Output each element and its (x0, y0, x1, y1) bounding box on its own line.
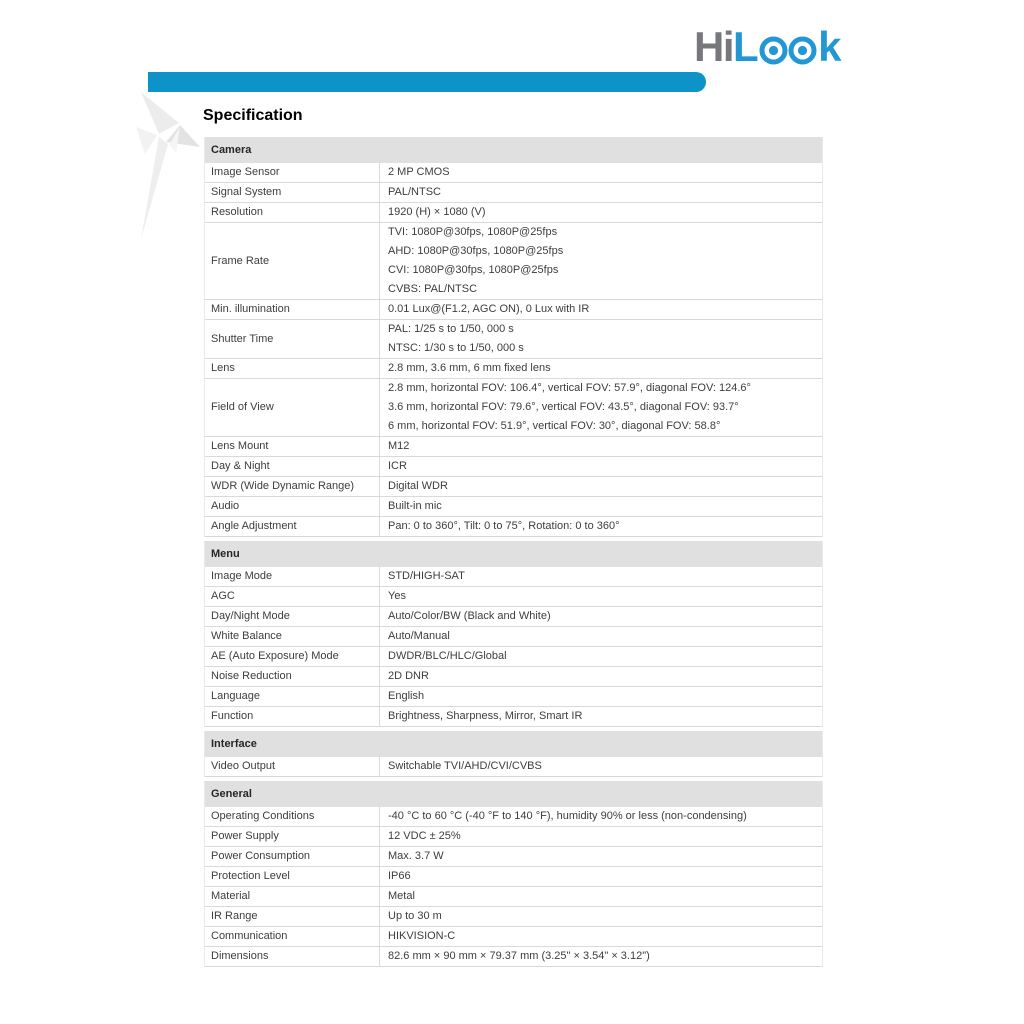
spec-row (205, 203, 822, 223)
spec-row (205, 827, 822, 847)
spec-row (205, 667, 822, 687)
spec-row (205, 437, 822, 457)
spec-label: Power Consumption (205, 847, 380, 866)
spec-label: Image Sensor (205, 163, 380, 182)
spec-value-line: HIKVISION-C (388, 930, 456, 942)
spec-value (380, 567, 822, 586)
spec-label: Communication (205, 927, 380, 946)
spec-label: Material (205, 887, 380, 906)
spec-label: Noise Reduction (205, 667, 380, 686)
spec-row (205, 927, 822, 947)
spec-label: AE (Auto Exposure) Mode (205, 647, 380, 666)
spec-value (380, 827, 822, 846)
spec-label: Image Mode (205, 567, 380, 586)
spec-row (205, 947, 822, 967)
spec-value-line: PAL: 1/25 s to 1/50, 000 s (388, 323, 514, 335)
spec-row (205, 807, 822, 827)
logo-text-k: k (818, 23, 841, 70)
spec-label: Operating Conditions (205, 807, 380, 826)
spec-value-line: Auto/Color/BW (Black and White) (388, 610, 551, 622)
spec-value-line: Metal (388, 890, 415, 902)
spec-label: Function (205, 707, 380, 726)
spec-value-line: 0.01 Lux@(F1.2, AGC ON), 0 Lux with IR (388, 303, 590, 315)
spec-value (380, 687, 822, 706)
spec-row (205, 477, 822, 497)
spec-value (380, 907, 822, 926)
spec-value-line: NTSC: 1/30 s to 1/50, 000 s (388, 342, 524, 354)
spec-value-line: 6 mm, horizontal FOV: 51.9°, vertical FOV: 30°, diagonal FOV: 58.8° (388, 420, 721, 432)
spec-label: Lens Mount (205, 437, 380, 456)
spec-value-line: 1920 (H) × 1080 (V) (388, 206, 486, 218)
spec-value (380, 320, 822, 358)
spec-value-line: 2.8 mm, 3.6 mm, 6 mm fixed lens (388, 362, 551, 374)
spec-value-line: TVI: 1080P@30fps, 1080P@25fps (388, 226, 558, 238)
spec-value (380, 867, 822, 886)
spec-value-line: AHD: 1080P@30fps, 1080P@25fps (388, 245, 564, 257)
spec-row (205, 627, 822, 647)
spec-value (380, 477, 822, 496)
spec-row (205, 907, 822, 927)
spec-row (205, 867, 822, 887)
spec-row (205, 607, 822, 627)
spec-section-general (204, 781, 823, 967)
spec-row (205, 300, 822, 320)
spec-value (380, 359, 822, 378)
spec-value-line: PAL/NTSC (388, 186, 441, 198)
spec-label: IR Range (205, 907, 380, 926)
spec-row (205, 847, 822, 867)
spec-label: Frame Rate (205, 223, 380, 299)
spec-value-line: DWDR/BLC/HLC/Global (388, 650, 507, 662)
spec-row (205, 320, 822, 359)
spec-row (205, 379, 822, 437)
spec-label: Language (205, 687, 380, 706)
logo-eyes-icon (759, 35, 817, 66)
spec-label: White Balance (205, 627, 380, 646)
spec-label: Audio (205, 497, 380, 516)
spec-value (380, 627, 822, 646)
spec-value (380, 847, 822, 866)
spec-label: Video Output (205, 757, 380, 776)
spec-label: WDR (Wide Dynamic Range) (205, 477, 380, 496)
spec-value (380, 587, 822, 606)
spec-value-line: M12 (388, 440, 410, 452)
spec-value (380, 667, 822, 686)
header-divider-bar (148, 72, 706, 92)
spec-value (380, 927, 822, 946)
spec-value-line: Max. 3.7 W (388, 850, 444, 862)
spec-value (380, 887, 822, 906)
section-header: Camera (205, 137, 822, 163)
spec-label: Signal System (205, 183, 380, 202)
spec-value-line: 2 MP CMOS (388, 166, 450, 178)
spec-value-line: IP66 (388, 870, 411, 882)
page-title: Specification (203, 107, 303, 124)
spec-value (380, 437, 822, 456)
logo-text-hi: Hi (694, 23, 733, 70)
spec-label: Dimensions (205, 947, 380, 966)
spec-value (380, 607, 822, 626)
spec-value (380, 379, 822, 436)
spec-value (380, 457, 822, 476)
spec-value-line: CVI: 1080P@30fps, 1080P@25fps (388, 264, 559, 276)
spec-value-line: English (388, 690, 425, 702)
spec-value (380, 300, 822, 319)
spec-row (205, 647, 822, 667)
spec-row (205, 497, 822, 517)
spec-value-line: Brightness, Sharpness, Mirror, Smart IR (388, 710, 583, 722)
spec-value-line: Pan: 0 to 360°, Tilt: 0 to 75°, Rotation: 0 to 360° (388, 520, 620, 532)
spec-row (205, 687, 822, 707)
spec-value (380, 203, 822, 222)
spec-label: Power Supply (205, 827, 380, 846)
spec-value-line: STD/HIGH-SAT (388, 570, 465, 582)
logo-text-l: L (733, 23, 758, 70)
spec-row (205, 457, 822, 477)
spec-value (380, 223, 822, 299)
section-header: Interface (205, 731, 822, 757)
spec-section-camera (204, 137, 823, 537)
spec-value-line: 3.6 mm, horizontal FOV: 79.6°, vertical FOV: 43.5°, diagonal FOV: 93.7° (388, 401, 739, 413)
spec-row (205, 757, 822, 777)
spec-value-line: Yes (388, 590, 406, 602)
spec-label: Protection Level (205, 867, 380, 886)
spec-value-line: -40 °C to 60 °C (-40 °F to 140 °F), humidity 90% or less (non-condensing) (388, 810, 747, 822)
spec-row (205, 567, 822, 587)
spec-section-interface (204, 731, 823, 777)
spec-row (205, 587, 822, 607)
spec-row (205, 707, 822, 727)
spec-value (380, 183, 822, 202)
spec-value-line: Switchable TVI/AHD/CVI/CVBS (388, 760, 542, 772)
spec-value-line: Up to 30 m (388, 910, 442, 922)
spec-value-line: ICR (388, 460, 407, 472)
spec-row (205, 163, 822, 183)
spec-value (380, 757, 822, 776)
spec-label: Lens (205, 359, 380, 378)
spec-value (380, 517, 822, 536)
spec-value (380, 647, 822, 666)
spec-label: AGC (205, 587, 380, 606)
section-header: General (205, 781, 822, 807)
spec-value-line: Auto/Manual (388, 630, 450, 642)
spec-value (380, 163, 822, 182)
spec-label: Resolution (205, 203, 380, 222)
spec-row (205, 887, 822, 907)
spec-section-menu (204, 541, 823, 727)
spec-value (380, 497, 822, 516)
spec-value-line: 82.6 mm × 90 mm × 79.37 mm (3.25" × 3.54" × 3.12") (388, 950, 650, 962)
spec-label: Day & Night (205, 457, 380, 476)
spec-value (380, 947, 822, 966)
spec-value-line: 2D DNR (388, 670, 429, 682)
spec-label: Field of View (205, 379, 380, 436)
hilook-logo (694, 24, 840, 68)
spec-row (205, 517, 822, 537)
spec-label: Min. illumination (205, 300, 380, 319)
spec-value-line: 2.8 mm, horizontal FOV: 106.4°, vertical FOV: 57.9°, diagonal FOV: 124.6° (388, 382, 751, 394)
star-watermark-icon (136, 92, 202, 240)
spec-label: Angle Adjustment (205, 517, 380, 536)
spec-row (205, 223, 822, 300)
specification-table (204, 137, 823, 971)
spec-value (380, 707, 822, 726)
spec-value (380, 807, 822, 826)
spec-label: Shutter Time (205, 320, 380, 358)
spec-row (205, 183, 822, 203)
spec-value-line: Digital WDR (388, 480, 448, 492)
spec-row (205, 359, 822, 379)
section-header: Menu (205, 541, 822, 567)
spec-value-line: Built-in mic (388, 500, 442, 512)
spec-value-line: 12 VDC ± 25% (388, 830, 461, 842)
spec-label: Day/Night Mode (205, 607, 380, 626)
spec-value-line: CVBS: PAL/NTSC (388, 283, 478, 295)
